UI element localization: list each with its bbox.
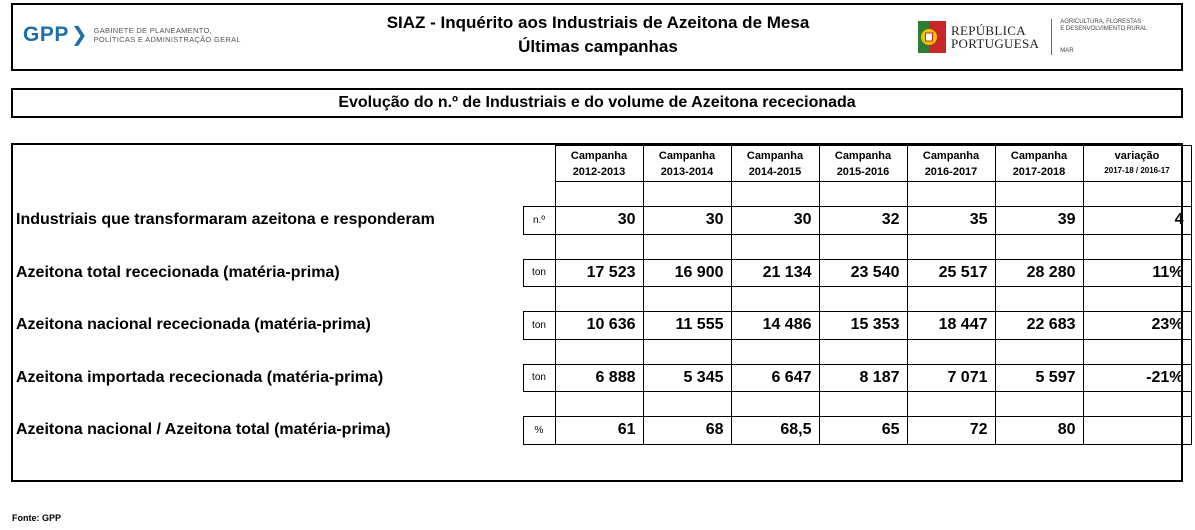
spacer-cell xyxy=(995,392,1083,417)
spacer-cell xyxy=(731,234,819,259)
column-header-line2: 2012-2013 xyxy=(572,166,626,178)
rp-line2: PORTUGUESA xyxy=(951,36,1040,51)
spacer-cell xyxy=(643,392,731,417)
table-cell: 68 xyxy=(643,417,731,445)
table-cell: 39 xyxy=(995,207,1083,235)
gpp-logo xyxy=(23,23,241,47)
table-header-row xyxy=(13,146,1191,182)
column-header-line2: 2014-2015 xyxy=(748,166,802,178)
column-header-line1: Campanha xyxy=(570,150,628,162)
column-header xyxy=(643,146,731,182)
variation-cell: 11% xyxy=(1083,259,1191,287)
table-cell: 61 xyxy=(555,417,643,445)
column-header xyxy=(907,146,995,182)
spacer-row xyxy=(13,392,1191,417)
column-header-line1: Campanha xyxy=(746,150,804,162)
spacer-row xyxy=(13,182,1191,207)
variation-cell: 4 xyxy=(1083,207,1191,235)
row-unit: % xyxy=(523,417,555,445)
spacer-cell xyxy=(995,182,1083,207)
spacer-cell xyxy=(555,287,643,312)
table-cell: 30 xyxy=(555,207,643,235)
spacer-row xyxy=(13,287,1191,312)
variation-header-line1: variação xyxy=(1114,150,1160,162)
data-table-container xyxy=(11,143,1183,482)
republica-portuguesa-logo xyxy=(918,19,1160,55)
spacer-cell xyxy=(731,339,819,364)
table-cell: 7 071 xyxy=(907,364,995,392)
column-header-line2: 2017-2018 xyxy=(1012,166,1066,178)
table-cell: 35 xyxy=(907,207,995,235)
spacer-cell xyxy=(819,287,907,312)
table-row xyxy=(13,364,1191,392)
spacer-cell xyxy=(907,392,995,417)
column-header-line1: Campanha xyxy=(658,150,716,162)
data-table xyxy=(13,145,1192,445)
row-unit: ton xyxy=(523,259,555,287)
report-header xyxy=(11,3,1183,71)
table-row xyxy=(13,417,1191,445)
spacer-cell xyxy=(643,339,731,364)
spacer-cell xyxy=(13,287,555,312)
table-cell: 28 280 xyxy=(995,259,1083,287)
table-cell: 68,5 xyxy=(731,417,819,445)
column-header-line1: Campanha xyxy=(922,150,980,162)
table-cell: 5 345 xyxy=(643,364,731,392)
column-header xyxy=(731,146,819,182)
gpp-logo-text xyxy=(94,26,241,44)
spacer-cell xyxy=(555,182,643,207)
logo-divider xyxy=(1051,19,1052,55)
header-empty-cell xyxy=(13,146,555,182)
spacer-cell xyxy=(1083,182,1191,207)
gpp-logo-line2: POLÍTICAS E ADMINISTRAÇÃO GERAL xyxy=(93,35,241,44)
table-subtitle: Evolução do n.º de Industriais e do volume de Azeitona rececionada xyxy=(11,88,1183,118)
table-cell: 25 517 xyxy=(907,259,995,287)
spacer-cell xyxy=(555,339,643,364)
spacer-cell xyxy=(907,287,995,312)
ministry-line2: E DESENVOLVIMENTO RURAL xyxy=(1060,26,1148,32)
table-row xyxy=(13,312,1191,340)
table-cell: 6 888 xyxy=(555,364,643,392)
row-label: Azeitona nacional / Azeitona total (matéria-prima) xyxy=(16,421,391,439)
table-cell: 65 xyxy=(819,417,907,445)
row-label: Azeitona total rececionada (matéria-prima) xyxy=(16,263,340,281)
variation-cell: -21% xyxy=(1083,364,1191,392)
table-cell: 21 134 xyxy=(731,259,819,287)
spacer-cell xyxy=(13,234,555,259)
table-cell: 32 xyxy=(819,207,907,235)
spacer-cell xyxy=(731,392,819,417)
variation-header xyxy=(1083,146,1191,182)
spacer-row xyxy=(13,234,1191,259)
spacer-cell xyxy=(643,287,731,312)
table-cell: 16 900 xyxy=(643,259,731,287)
column-header-line1: Campanha xyxy=(1010,150,1068,162)
spacer-cell xyxy=(819,182,907,207)
row-unit: n.º xyxy=(523,207,555,235)
spacer-cell xyxy=(819,392,907,417)
variation-cell xyxy=(1083,417,1191,445)
ministry-line3: MAR xyxy=(1060,48,1074,54)
spacer-cell xyxy=(1083,339,1191,364)
ministry-text xyxy=(1060,19,1160,55)
spacer-cell xyxy=(1083,287,1191,312)
table-cell: 18 447 xyxy=(907,312,995,340)
spacer-cell xyxy=(643,234,731,259)
spacer-cell xyxy=(1083,234,1191,259)
table-cell: 6 647 xyxy=(731,364,819,392)
spacer-cell xyxy=(995,339,1083,364)
table-row xyxy=(13,207,1191,235)
republica-portuguesa-text xyxy=(951,24,1039,50)
table-cell: 30 xyxy=(731,207,819,235)
table-cell: 10 636 xyxy=(555,312,643,340)
chevron-right-icon: ❯ xyxy=(70,24,88,46)
spacer-cell xyxy=(13,339,555,364)
column-header-line2: 2013-2014 xyxy=(660,166,714,178)
spacer-cell xyxy=(995,234,1083,259)
table-cell: 80 xyxy=(995,417,1083,445)
table-cell: 72 xyxy=(907,417,995,445)
table-cell: 22 683 xyxy=(995,312,1083,340)
table-cell: 17 523 xyxy=(555,259,643,287)
ministry-line1: AGRICULTURA, FLORESTAS xyxy=(1060,19,1142,25)
column-header-line1: Campanha xyxy=(834,150,892,162)
report-title xyxy=(303,11,893,59)
table-cell: 11 555 xyxy=(643,312,731,340)
title-line2: Últimas campanhas xyxy=(518,37,678,56)
spacer-cell xyxy=(643,182,731,207)
spacer-cell xyxy=(731,182,819,207)
spacer-cell xyxy=(907,234,995,259)
title-line1: SIAZ - Inquérito aos Industriais de Azeitona de Mesa xyxy=(386,13,810,32)
spacer-cell xyxy=(13,182,555,207)
column-header xyxy=(555,146,643,182)
table-row xyxy=(13,259,1191,287)
column-header-line2: 2015-2016 xyxy=(836,166,890,178)
table-cell: 8 187 xyxy=(819,364,907,392)
spacer-cell xyxy=(555,234,643,259)
table-cell: 30 xyxy=(643,207,731,235)
table-cell: 14 486 xyxy=(731,312,819,340)
gpp-logo-mark: GPP xyxy=(23,23,69,46)
table-cell: 15 353 xyxy=(819,312,907,340)
row-label: Azeitona nacional rececionada (matéria-prima) xyxy=(16,316,371,334)
column-header-line2: 2016-2017 xyxy=(924,166,978,178)
portugal-emblem-icon xyxy=(918,21,946,53)
spacer-cell xyxy=(731,287,819,312)
variation-header-line2: 2017-18 / 2016-17 xyxy=(1104,166,1170,175)
spacer-cell xyxy=(995,287,1083,312)
column-header xyxy=(995,146,1083,182)
row-unit: ton xyxy=(523,312,555,340)
variation-cell: 23% xyxy=(1083,312,1191,340)
column-header xyxy=(819,146,907,182)
row-unit: ton xyxy=(523,364,555,392)
spacer-cell xyxy=(819,339,907,364)
row-label: Azeitona importada rececionada (matéria-prima) xyxy=(16,368,384,386)
spacer-cell xyxy=(555,392,643,417)
row-label: Industriais que transformaram azeitona e responderam xyxy=(16,211,435,229)
table-cell: 23 540 xyxy=(819,259,907,287)
source-footnote: Fonte: GPP xyxy=(12,513,61,523)
spacer-cell xyxy=(1083,392,1191,417)
table-cell: 5 597 xyxy=(995,364,1083,392)
spacer-cell xyxy=(13,392,555,417)
gpp-logo-line1: GABINETE DE PLANEAMENTO, xyxy=(93,26,212,35)
spacer-cell xyxy=(907,339,995,364)
spacer-row xyxy=(13,339,1191,364)
spacer-cell xyxy=(907,182,995,207)
spacer-cell xyxy=(819,234,907,259)
rp-line1: REPÚBLICA xyxy=(951,23,1026,38)
